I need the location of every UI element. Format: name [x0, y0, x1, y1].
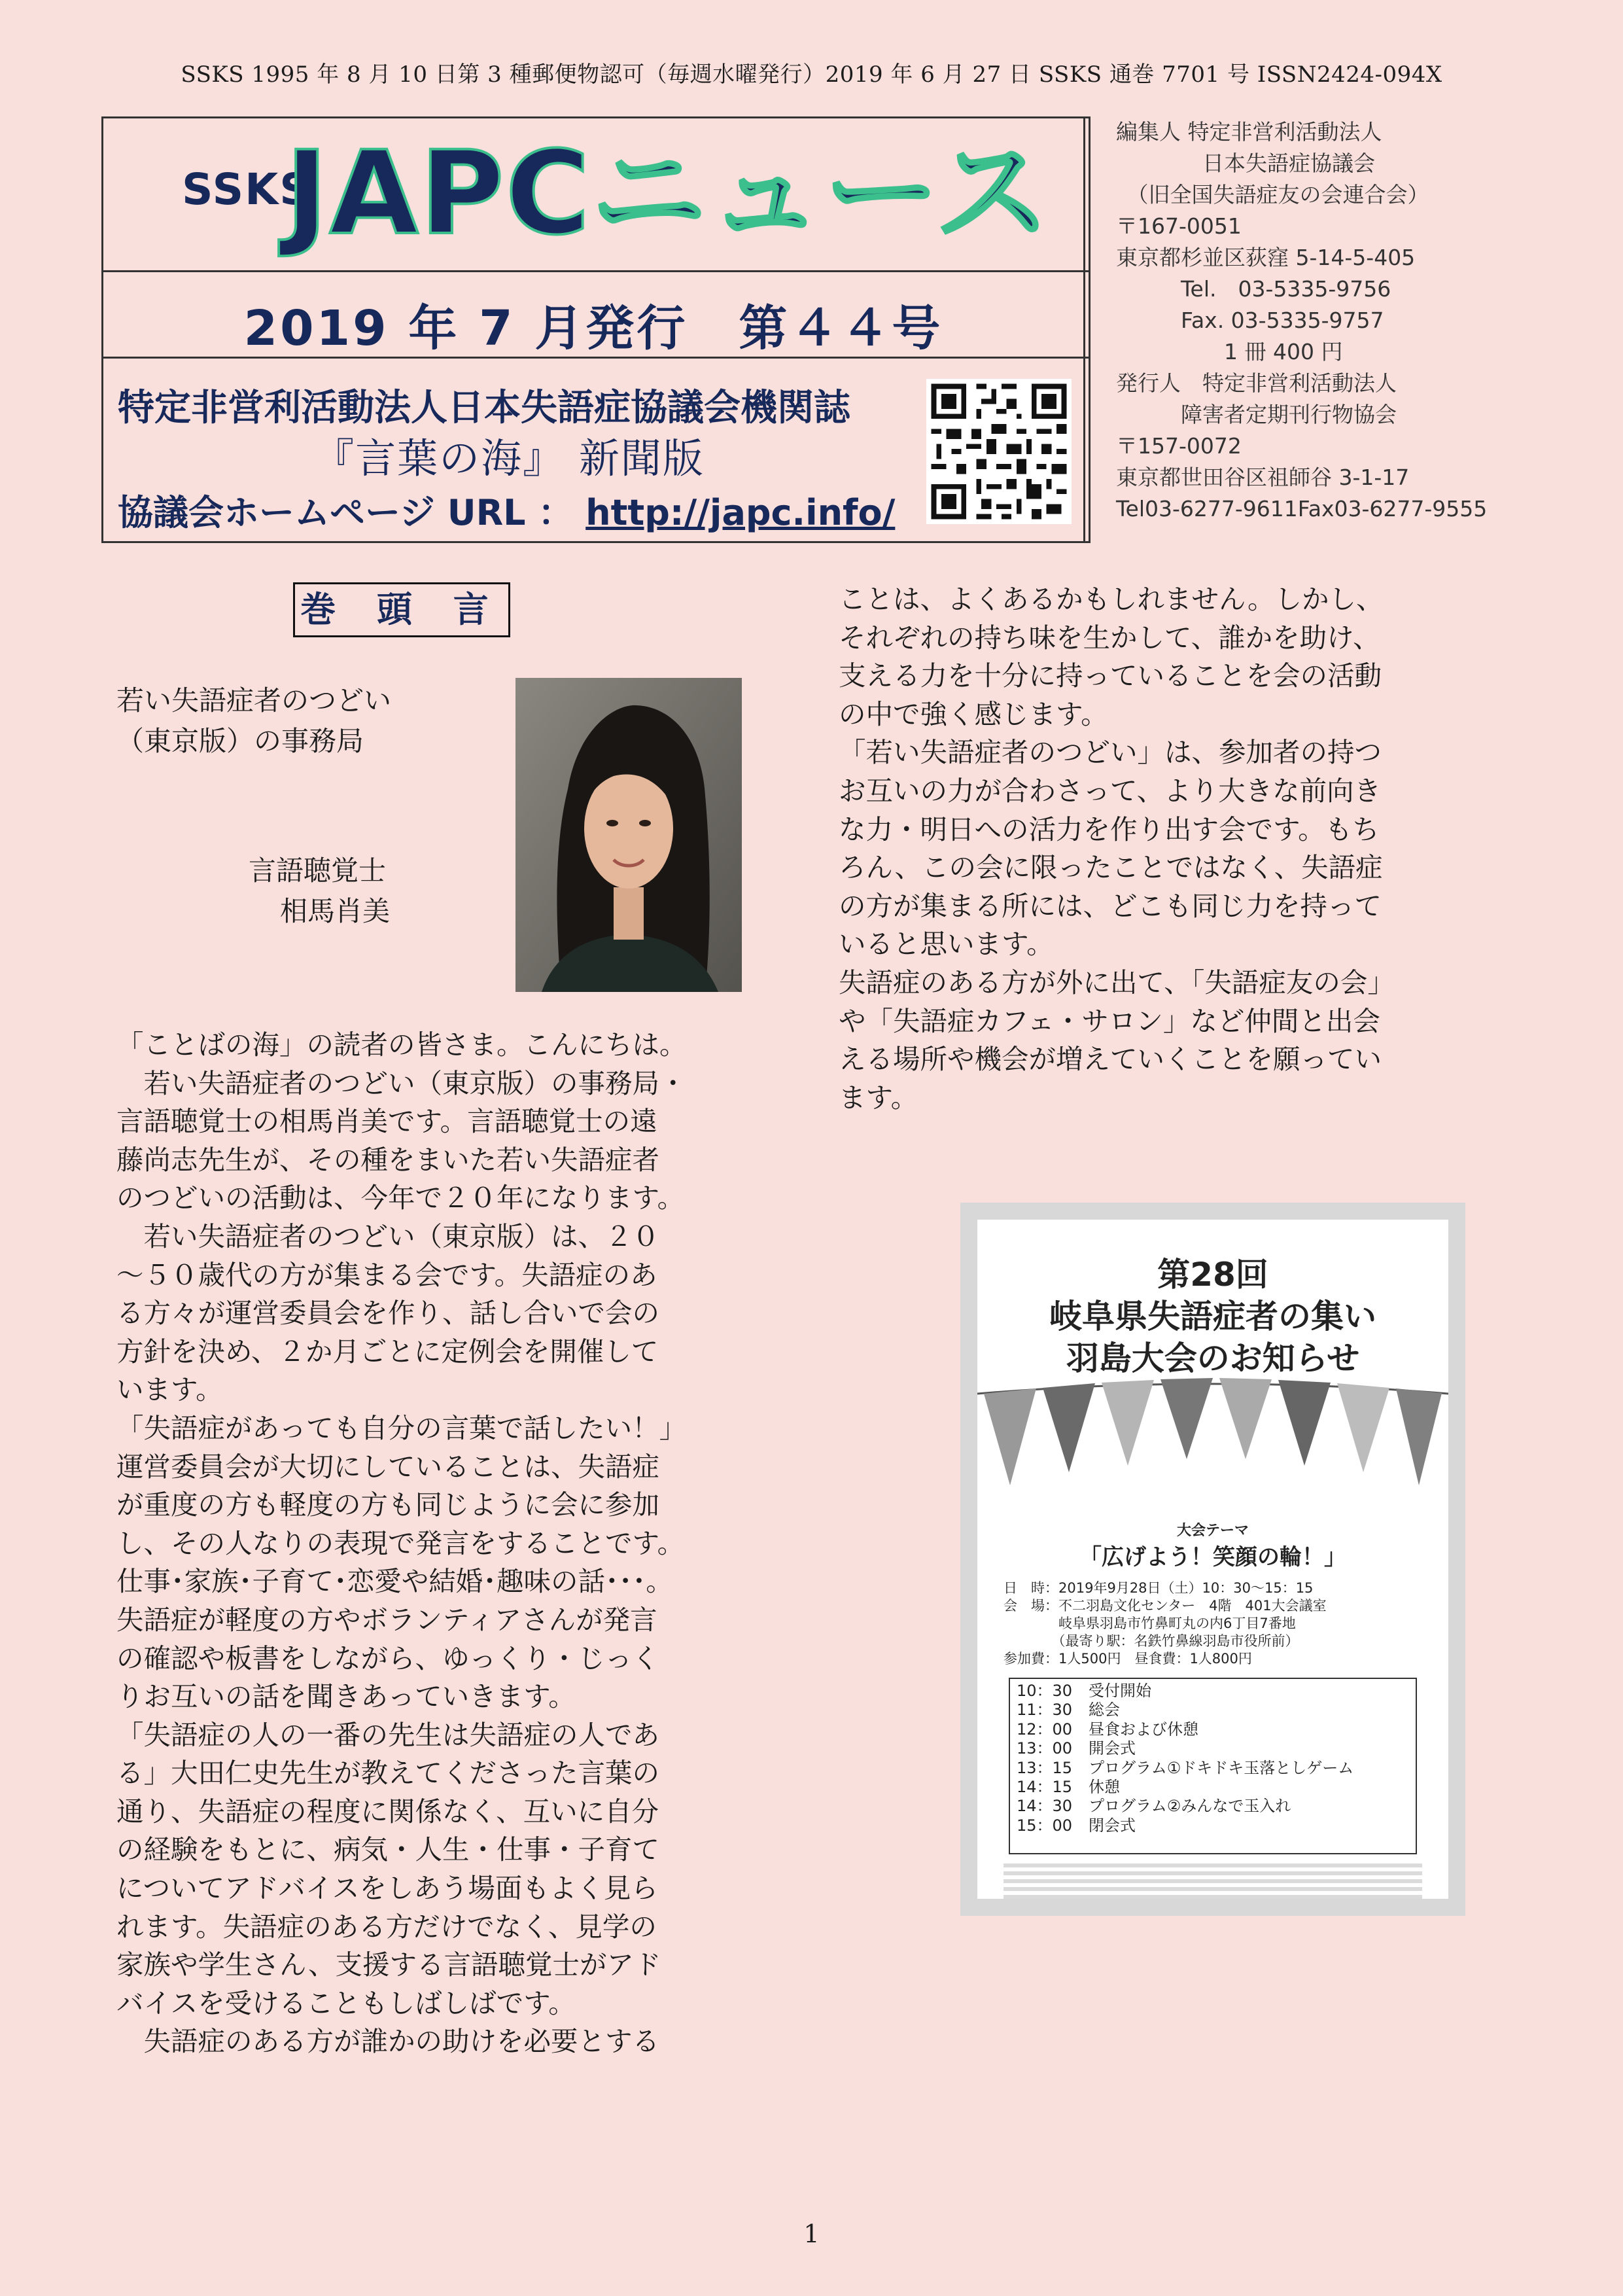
article-line: 運営委員会が大切にしていることは、失語症 [116, 1450, 660, 1483]
publisher-line: Tel. 03-5335-9756 [1116, 276, 1391, 302]
author-affiliation [116, 680, 391, 762]
article-line: 言語聴覚士の相馬肖美です。言語聴覚士の遠 [116, 1105, 657, 1138]
article-line: や「失語症カフェ・サロン」など仲間と出会 [839, 1004, 1380, 1037]
article-line: 若い失語症者のつどい（東京版）の事務局・ [116, 1067, 687, 1099]
article-line: 通り、失語症の程度に関係なく、互いに自分 [116, 1795, 659, 1828]
poster-heading-line: 岐阜県失語症者の集い [1049, 1298, 1376, 1335]
poster-info-line: 参加費：1人500円 昼食費：1人800円 [1003, 1651, 1252, 1667]
publisher-line: Tel03-6277-9611Fax03-6277-9555 [1116, 496, 1488, 521]
schedule-time: 10：30 [1017, 1682, 1073, 1700]
author-photo [515, 678, 742, 992]
article-line: りお互いの話を聞きあっていきます。 [116, 1680, 576, 1713]
article-line: ろん、この会に限ったことではなく、失語症 [839, 851, 1383, 884]
masthead-divider [103, 270, 1089, 272]
schedule-item: 受付開始 [1089, 1682, 1151, 1700]
article-line: 失語症が軽度の方やボランティアさんが発言 [116, 1603, 657, 1636]
article-line: 「若い失語症者のつどい」は、参加者の持つ [839, 736, 1382, 769]
issue-info: 2019 年 7 月発行 第４４号 [243, 300, 943, 357]
schedule-row [1017, 1778, 1409, 1797]
schedule-item: 開会式 [1089, 1739, 1136, 1758]
schedule-item: プログラム②みんなで玉入れ [1089, 1797, 1291, 1816]
poster-heading [977, 1254, 1448, 1379]
article-line: 家族や学生さん、支援する言語聴覚士がアド [116, 1949, 661, 1981]
article-line: れます。失語症のある方だけでなく、見学の [116, 1910, 657, 1943]
article-line: お互いの力が合わさって、より大きな前向き [839, 774, 1382, 807]
article-line: バイスを受けることもしばしばです。 [116, 1987, 576, 2019]
publisher-line: 障害者定期刊行物協会 [1116, 402, 1397, 427]
schedule-row [1017, 1797, 1409, 1816]
schedule-row [1017, 1816, 1409, 1835]
article-column-left [116, 1026, 687, 2061]
homepage-line [118, 485, 895, 535]
article-line: ことは、よくあるかもしれません。しかし、 [839, 583, 1384, 615]
publisher-line: 〒167-0051 [1116, 213, 1242, 239]
poster-info-line: 日 時：2019年9月28日（土）10：30～15：15 [1003, 1580, 1314, 1596]
bunting-flags-icon [977, 1374, 1448, 1511]
masthead-vertical-divider [1083, 118, 1085, 541]
homepage-link[interactable]: http://japc.info/ [585, 492, 896, 533]
publisher-line: 東京都杉並区荻窪 5-14-5-405 [1116, 245, 1416, 270]
article-line: し、その人なりの表現で発言をすることです。 [116, 1527, 685, 1559]
article-line: についてアドバイスをしあう場面もよく見ら [116, 1872, 658, 1905]
article-line: が重度の方も軽度の方も同じように会に参加 [116, 1489, 660, 1521]
section-title: 巻 頭 言 [293, 582, 510, 637]
article-line: ます。 [839, 1081, 918, 1114]
publisher-info [1116, 116, 1522, 525]
article-line: それぞれの持ち味を生かして、誰かを助け、 [839, 621, 1380, 654]
homepage-label: 協議会ホームページ URL ： [118, 492, 574, 533]
postal-permit-line: SSKS 1995 年 8 月 10 日第 3 種郵便物認可（毎週水曜発行）2019 年 6 月 27 日 SSKS 通巻 7701 号 ISSN2424-094X [181, 62, 1442, 88]
schedule-row [1017, 1739, 1409, 1758]
schedule-time: 14：30 [1017, 1797, 1073, 1816]
poster-heading-line: 羽島大会のお知らせ [1066, 1339, 1360, 1377]
article-line: える場所や機会が増えていくことを願ってい [839, 1043, 1382, 1076]
article-line: の中で強く感じます。 [839, 698, 1108, 730]
article-line: 方針を決め、２か月ごとに定例会を開催して [116, 1335, 659, 1368]
article-line: 「失語症の人の一番の先生は失語症の人であ [116, 1718, 660, 1751]
paper-name: 『言葉の海』 新聞版 [313, 434, 705, 482]
schedule-time: 13：00 [1017, 1739, 1073, 1758]
article-line: 「失語症があっても自分の言葉で話したい！」 [116, 1411, 687, 1444]
schedule-time: 12：00 [1017, 1720, 1073, 1739]
article-line: 仕事･家族･子育て･恋愛や結婚･趣味の話･･･。 [116, 1565, 673, 1598]
schedule-item: 休憩 [1089, 1778, 1120, 1797]
article-line: の方が集まる所には、どこも同じ力を持って [839, 889, 1382, 922]
article-line: のつどいの活動は、今年で２０年になります。 [116, 1182, 685, 1214]
publisher-line: Fax. 03-5335-9757 [1116, 308, 1384, 333]
article-line: の確認や板書をしながら、ゆっくり・じっく [116, 1642, 659, 1674]
schedule-item: 昼食および休憩 [1089, 1720, 1198, 1739]
poster-event-info [1003, 1580, 1327, 1668]
event-poster [960, 1203, 1465, 1916]
article-line: 失語症のある方が誰かの助けを必要とする [116, 2025, 660, 2058]
article-line: 藤尚志先生が、その種をまいた若い失語症者 [116, 1143, 660, 1176]
article-line: る方々が運営委員会を作り、話し合いで会の [116, 1297, 660, 1330]
schedule-item: 総会 [1089, 1701, 1120, 1720]
author-affiliation-line: 若い失語症者のつどい [116, 684, 392, 716]
article-line: な力・明日への活力を作り出す会です。もち [839, 813, 1380, 845]
article-column-right [839, 580, 1395, 1117]
author-affiliation-line: （東京版）の事務局 [116, 725, 364, 757]
article-line: 支える力を十分に持っていることを会の活動 [839, 660, 1382, 692]
publisher-line: 日本失語症協議会 [1116, 150, 1375, 176]
publisher-line: 〒157-0072 [1116, 433, 1242, 459]
article-line: ～５０歳代の方が集まる会です。失語症のあ [116, 1258, 657, 1291]
qr-code-icon [926, 379, 1072, 524]
poster-info-line: 岐阜県羽島市竹鼻町丸の内6丁目7番地 [1003, 1616, 1296, 1631]
poster-info-line: 会 場：不二羽島文化センター 4階 401大会議室 [1003, 1598, 1327, 1614]
poster-theme-label: 大会テーマ [1176, 1523, 1249, 1539]
schedule-time: 11：30 [1017, 1701, 1073, 1720]
article-line: 若い失語症者のつどい（東京版）は、２０ [116, 1220, 660, 1252]
publisher-line: 編集人 特定非営利活動法人 [1116, 119, 1382, 145]
article-line: いると思います。 [839, 928, 1054, 961]
article-line: の経験をもとに、病気・人生・仕事・子育て [116, 1833, 660, 1866]
poster-organizer-fine-print [1003, 1863, 1422, 1903]
schedule-item: プログラム①ドキドキ玉落としゲーム [1089, 1758, 1354, 1777]
article-line: います。 [116, 1373, 223, 1406]
poster-theme: 「広げよう！笑顔の輪！」 [1079, 1544, 1346, 1570]
newsletter-title: JAPCニュース [285, 126, 1052, 260]
organization-line: 特定非営利活動法人日本失語症協議会機関誌 [118, 387, 850, 429]
publisher-line: 東京都世田谷区祖師谷 3-1-17 [1116, 465, 1410, 490]
schedule-row [1017, 1701, 1409, 1720]
publisher-line: （旧全国失語症友の会連合会） [1116, 182, 1429, 207]
schedule-row [1017, 1682, 1409, 1701]
poster-schedule [1009, 1678, 1417, 1854]
author-name: 相馬肖美 [280, 895, 391, 927]
poster-info-line: （最寄り駅：名鉄竹鼻線羽島市役所前） [1003, 1633, 1299, 1649]
schedule-row [1017, 1720, 1409, 1739]
publisher-line: 1 冊 400 円 [1116, 339, 1343, 364]
schedule-item: 閉会式 [1089, 1816, 1136, 1835]
article-line: る」大田仁史先生が教えてくださった言葉の [116, 1757, 660, 1790]
schedule-time: 15：00 [1017, 1816, 1073, 1835]
article-line: 「ことばの海」の読者の皆さま。こんにちは。 [116, 1029, 687, 1061]
masthead [101, 116, 1091, 543]
schedule-time: 13：15 [1017, 1758, 1073, 1777]
poster-heading-line: 第28回 [1157, 1256, 1268, 1294]
article-line: 失語症のある方が外に出て、「失語症友の会」 [839, 966, 1395, 998]
author-title: 言語聴覚士 [249, 855, 387, 887]
ssks-logo: SSKS [182, 164, 312, 215]
page-number: 1 [803, 2219, 820, 2248]
schedule-row [1017, 1759, 1409, 1778]
schedule-time: 14：15 [1017, 1778, 1073, 1797]
publisher-line: 発行人 特定非営利活動法人 [1116, 370, 1397, 396]
